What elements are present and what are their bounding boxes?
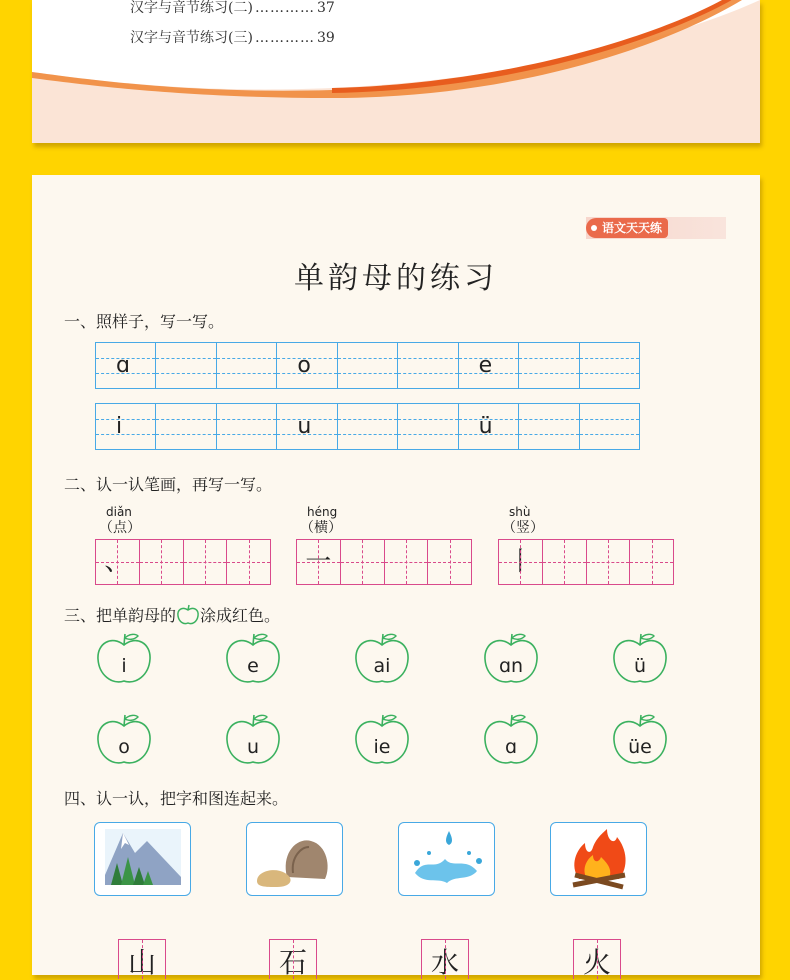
apple-label: ɑ: [504, 736, 518, 758]
grid-cell[interactable]: [338, 404, 398, 449]
apple-item[interactable]: [352, 712, 412, 768]
char-box-shan[interactable]: [118, 939, 166, 979]
toc-entry-page: 37: [316, 0, 335, 16]
tianzi-cell[interactable]: [341, 540, 385, 584]
grid-cell[interactable]: ü: [459, 404, 519, 449]
apple-label: o: [118, 736, 130, 758]
picture-water[interactable]: [398, 822, 495, 896]
tianzi-cell[interactable]: [140, 540, 184, 584]
apple-label: ɑn: [498, 655, 524, 677]
grid-cell[interactable]: [398, 404, 458, 449]
apple-label: üe: [628, 736, 652, 758]
stroke-pinyin: héng: [307, 505, 338, 519]
tianzi-cell[interactable]: [587, 540, 631, 584]
grid-cell[interactable]: [580, 343, 639, 388]
section-3-text-b: 涂成红色。: [200, 606, 281, 625]
swoosh-decoration: [32, 0, 760, 143]
tianzi-grid[interactable]: [498, 539, 674, 585]
grid-cell[interactable]: [156, 343, 216, 388]
apple-item[interactable]: [223, 631, 283, 687]
toc-entry[interactable]: 汉字与音节练习(二) ………… 37: [130, 0, 335, 16]
apple-item[interactable]: [481, 631, 541, 687]
char-shui: 水: [430, 946, 459, 979]
tianzi-cell[interactable]: [630, 540, 673, 584]
apple-item[interactable]: [94, 631, 154, 687]
char-box-shi[interactable]: [269, 939, 317, 979]
apple-item[interactable]: [610, 631, 670, 687]
section-1-heading: 一、照样子，写一写。: [64, 312, 225, 331]
water-icon: [399, 823, 495, 896]
worksheet-page: [32, 175, 760, 979]
grid-cell[interactable]: [156, 404, 216, 449]
stroke-practice-group: [296, 505, 472, 585]
apple-label: e: [247, 655, 259, 677]
toc-entry-text: 汉字与音节练习(二): [130, 0, 253, 16]
section-3-text-a: 三、把单韵母的: [64, 606, 177, 625]
apple-item[interactable]: [94, 712, 154, 768]
picture-stone[interactable]: [246, 822, 343, 896]
tianzi-cell[interactable]: 一: [297, 540, 341, 584]
four-line-grid-row-1[interactable]: [95, 342, 640, 389]
char-shan: 山: [127, 946, 156, 979]
grid-cell[interactable]: [519, 404, 579, 449]
four-line-grid-row-2[interactable]: [95, 403, 640, 450]
stroke-pinyin: diǎn: [106, 505, 132, 519]
tianzi-cell[interactable]: [184, 540, 228, 584]
stroke-practice-group: [498, 505, 674, 585]
stone-icon: [247, 823, 343, 896]
tianzi-cell[interactable]: [543, 540, 587, 584]
stroke-pinyin: shù: [509, 505, 531, 519]
stroke-name: （点）: [99, 520, 141, 536]
char-huo: 火: [582, 946, 611, 979]
stroke-name: （横）: [300, 520, 342, 536]
toc-entry-page: 39: [316, 30, 335, 46]
mountain-icon: [95, 823, 191, 896]
grid-cell[interactable]: [580, 404, 639, 449]
char-box-huo[interactable]: [573, 939, 621, 979]
picture-mountain[interactable]: [94, 822, 191, 896]
apple-label: ü: [633, 655, 647, 677]
series-tag: [586, 217, 726, 239]
tianzi-cell[interactable]: [385, 540, 429, 584]
apple-icon: [176, 604, 200, 626]
grid-cell[interactable]: [217, 343, 277, 388]
section-3-heading: [64, 603, 280, 626]
stroke-practice-group: [95, 505, 271, 585]
grid-cell[interactable]: i: [96, 404, 156, 449]
toc-entry-text: 汉字与音节练习(三): [130, 30, 253, 46]
tianzi-cell[interactable]: 、: [96, 540, 140, 584]
previous-page-card: [32, 0, 760, 143]
section-4-heading: 四、认一认，把字和图连起来。: [64, 789, 289, 808]
grid-cell[interactable]: u: [277, 404, 337, 449]
tianzi-cell[interactable]: 丨: [499, 540, 543, 584]
char-box-shui[interactable]: [421, 939, 469, 979]
apple-item[interactable]: [481, 712, 541, 768]
grid-cell[interactable]: [398, 343, 458, 388]
section-2-heading: 二、认一认笔画，再写一写。: [64, 475, 273, 494]
tianzi-grid[interactable]: [95, 539, 271, 585]
apple-label: u: [246, 736, 260, 758]
series-tag-label: 语文天天练: [586, 218, 668, 238]
grid-cell[interactable]: ɑ: [96, 343, 156, 388]
apple-label: ai: [373, 655, 391, 677]
toc-entry[interactable]: 汉字与音节练习(三) ………… 39: [130, 30, 335, 46]
picture-fire[interactable]: [550, 822, 647, 896]
fire-icon: [551, 823, 647, 896]
stroke-name: （竖）: [502, 520, 544, 536]
grid-cell[interactable]: [519, 343, 579, 388]
apple-label: i: [121, 655, 127, 677]
apple-item[interactable]: [223, 712, 283, 768]
grid-cell[interactable]: [217, 404, 277, 449]
page-title: 单韵母的练习: [294, 261, 498, 296]
char-shi: 石: [278, 946, 307, 979]
grid-cell[interactable]: o: [277, 343, 337, 388]
apple-item[interactable]: [610, 712, 670, 768]
tianzi-cell[interactable]: [227, 540, 270, 584]
tianzi-grid[interactable]: [296, 539, 472, 585]
apple-item[interactable]: [352, 631, 412, 687]
grid-cell[interactable]: [338, 343, 398, 388]
apple-label: ie: [373, 736, 391, 758]
tianzi-cell[interactable]: [428, 540, 471, 584]
grid-cell[interactable]: e: [459, 343, 519, 388]
